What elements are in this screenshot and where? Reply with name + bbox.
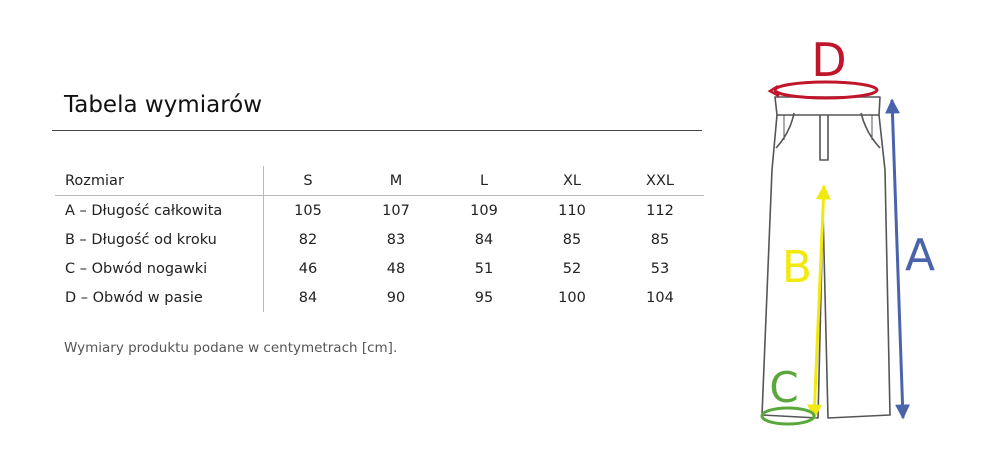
page-title: Tabela wymiarów bbox=[64, 92, 263, 118]
table-cell: 52 bbox=[562, 260, 582, 277]
table-row bbox=[55, 196, 704, 226]
table-row bbox=[55, 283, 704, 312]
waist-measurement bbox=[770, 33, 877, 98]
row-label: C – Obwód nogawki bbox=[65, 260, 208, 277]
header-cell-size: Rozmiar bbox=[55, 166, 264, 196]
header-cell-l: L bbox=[440, 166, 528, 196]
total-length-measurement bbox=[892, 100, 935, 418]
table-cell: 85 bbox=[650, 231, 670, 248]
table-header-row bbox=[55, 166, 704, 196]
table-cell: 90 bbox=[386, 289, 406, 306]
table-cell: 110 bbox=[558, 202, 586, 219]
label-b: B bbox=[781, 242, 813, 293]
table-cell: 51 bbox=[474, 260, 494, 277]
header-cell-xl: XL bbox=[528, 166, 616, 196]
size-table bbox=[55, 166, 704, 312]
label-a: A bbox=[904, 230, 936, 281]
row-label: A – Długość całkowita bbox=[65, 202, 223, 219]
table-cell: 53 bbox=[650, 260, 670, 277]
table-cell: 48 bbox=[386, 260, 406, 277]
table-cell: 107 bbox=[382, 202, 410, 219]
row-label: B – Długość od kroku bbox=[65, 231, 217, 248]
header-cell-s: S bbox=[264, 166, 352, 196]
table-cell: 84 bbox=[474, 231, 494, 248]
table-cell: 84 bbox=[298, 289, 318, 306]
pants-measurement-diagram bbox=[740, 30, 970, 440]
table-cell: 46 bbox=[298, 260, 318, 277]
units-note: Wymiary produktu podane w centymetrach [cm]. bbox=[64, 340, 398, 356]
label-c: C bbox=[769, 363, 799, 412]
table-cell: 83 bbox=[386, 231, 406, 248]
table-row bbox=[55, 225, 704, 254]
header-cell-m: M bbox=[352, 166, 440, 196]
table-cell: 95 bbox=[474, 289, 494, 306]
table-cell: 104 bbox=[646, 289, 674, 306]
table-cell: 85 bbox=[562, 231, 582, 248]
header-cell-xxl: XXL bbox=[616, 166, 704, 196]
label-d: D bbox=[811, 33, 847, 87]
table-row bbox=[55, 254, 704, 283]
table-cell: 82 bbox=[298, 231, 318, 248]
row-label: D – Obwód w pasie bbox=[65, 289, 203, 306]
table-cell: 105 bbox=[294, 202, 322, 219]
table-cell: 112 bbox=[646, 202, 674, 219]
table-cell: 109 bbox=[470, 202, 498, 219]
title-divider bbox=[52, 130, 702, 131]
table-cell: 100 bbox=[558, 289, 586, 306]
